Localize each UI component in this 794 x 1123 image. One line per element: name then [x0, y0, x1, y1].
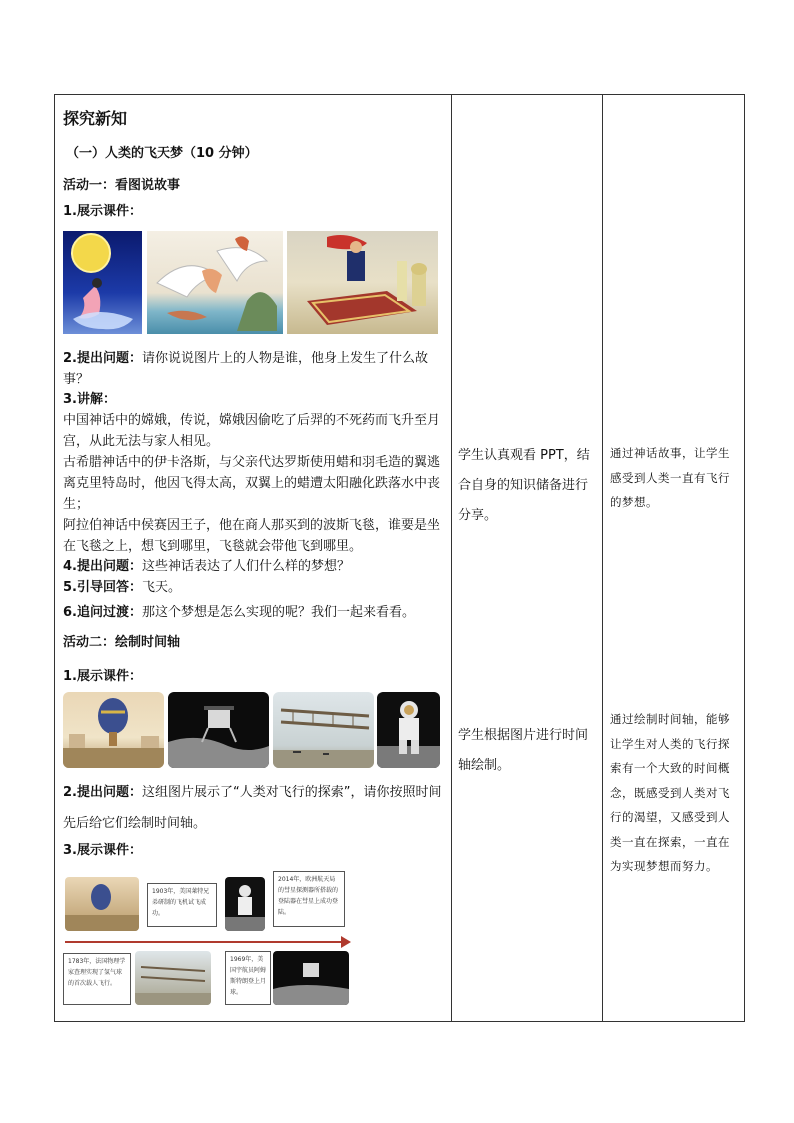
timeline-slide: [63, 871, 351, 1005]
story-change: 中国神话中的嫦娥，传说，嫦娥因偷吃了后羿的不死药而飞升至月宫，从此无法与家人相见。: [63, 413, 441, 449]
timeline-box-1783: 1783年，法国物理学家查理实现了氢气球的首次载人飞行。: [63, 953, 131, 1005]
icarus-image: [147, 231, 283, 334]
step4-label: 4.提出问题：: [63, 559, 142, 574]
activity2-step3: 3.展示课件：: [63, 843, 142, 858]
timeline-astronaut-image: [225, 877, 265, 931]
story-carpet: 阿拉伯神话中侯赛因王子，他在商人那买到的波斯飞毯，谁要是坐在飞毯之上，想飞到哪里，飞毯就会带他飞到哪里。: [63, 518, 441, 554]
activity1-step1: 1.展示课件：: [63, 204, 142, 219]
step5-label: 5.引导回答：: [63, 580, 142, 595]
a2-step2-label: 2.提出问题：: [63, 785, 142, 800]
moon-landing-image: [377, 692, 440, 768]
subsection-title: （一）人类的飞天梦（10 分钟）: [66, 146, 258, 161]
activity2-title: 活动二：绘制时间轴: [63, 635, 181, 650]
timeline-lander-image: [273, 951, 349, 1005]
column-divider: [602, 95, 603, 1021]
activity1-step5: [63, 577, 181, 598]
hot-air-balloon-image: [63, 692, 164, 768]
timeline-box-1903: 1903年，美国莱特兄弟研制的飞机试飞成功。: [147, 883, 217, 927]
activity1-step2: [63, 348, 447, 390]
wright-flyer-image: [273, 692, 374, 768]
flying-carpet-image: [287, 231, 438, 334]
activity1-title: 活动一：看图说故事: [63, 178, 181, 193]
design-intent-1: 通过神话故事，让学生感受到人类一直有飞行的梦想。: [610, 446, 730, 509]
student-activity-2: 学生根据图片进行时间轴绘制。: [458, 728, 589, 773]
step6-label: 6.追问过渡：: [63, 605, 142, 620]
column-divider: [451, 95, 452, 1021]
timeline-axis: [65, 941, 349, 943]
timeline-box-1969: 1969年，美国宇航员阿姆斯特朗登上月球。: [225, 951, 271, 1005]
step5-text: 飞天。: [141, 580, 181, 595]
activity2-step1: 1.展示课件：: [63, 669, 142, 684]
step2-text: 请你说说图片上的人物是谁，他身上发生了什么故事？: [63, 351, 428, 387]
timeline-box-2014: 2014年，欧洲航天局的彗星探测器所搭载的登陆器在彗星上成功登陆。: [273, 871, 345, 927]
section-title: 探究新知: [63, 109, 128, 128]
timeline-wright-image: [135, 951, 211, 1005]
a2-step2-text: 这组图片展示了“人类对飞行的探索”，请你按照时间先后给它们绘制时间轴。: [63, 785, 442, 831]
step2-label: 2.提出问题：: [63, 351, 142, 366]
activity1-step3: 3.讲解：: [63, 392, 116, 407]
story-icarus: 古希腊神话中的伊卡洛斯，与父亲代达罗斯使用蜡和羽毛造的翼逃离克里特岛时，他因飞得太高，双翼上的蜡遭太阳融化跌落水中丧生；: [63, 455, 441, 512]
activity2-step2: [63, 777, 447, 839]
activity1-step6: [63, 602, 415, 623]
activity1-step4: [63, 556, 350, 577]
step6-text: 那这个梦想是怎么实现的呢？我们一起来看看。: [141, 605, 415, 620]
design-intent-2: 通过绘制时间轴，能够让学生对人类的飞行探索有一个大致的时间概念，既感受到人类对飞行的渴望，又感受到人类一直在探索，一直在为实现梦想而努力。: [610, 712, 730, 873]
change-moon-image: [63, 231, 142, 334]
timeline-arrow-icon: [341, 936, 351, 948]
student-activity-1: 学生认真观看 PPT，结合自身的知识储备进行分享。: [458, 448, 590, 523]
lesson-table: [54, 94, 745, 1022]
step4-text: 这些神话表达了人们什么样的梦想？: [141, 559, 350, 574]
comet-lander-image: [168, 692, 269, 768]
timeline-balloon-image: [65, 877, 139, 931]
